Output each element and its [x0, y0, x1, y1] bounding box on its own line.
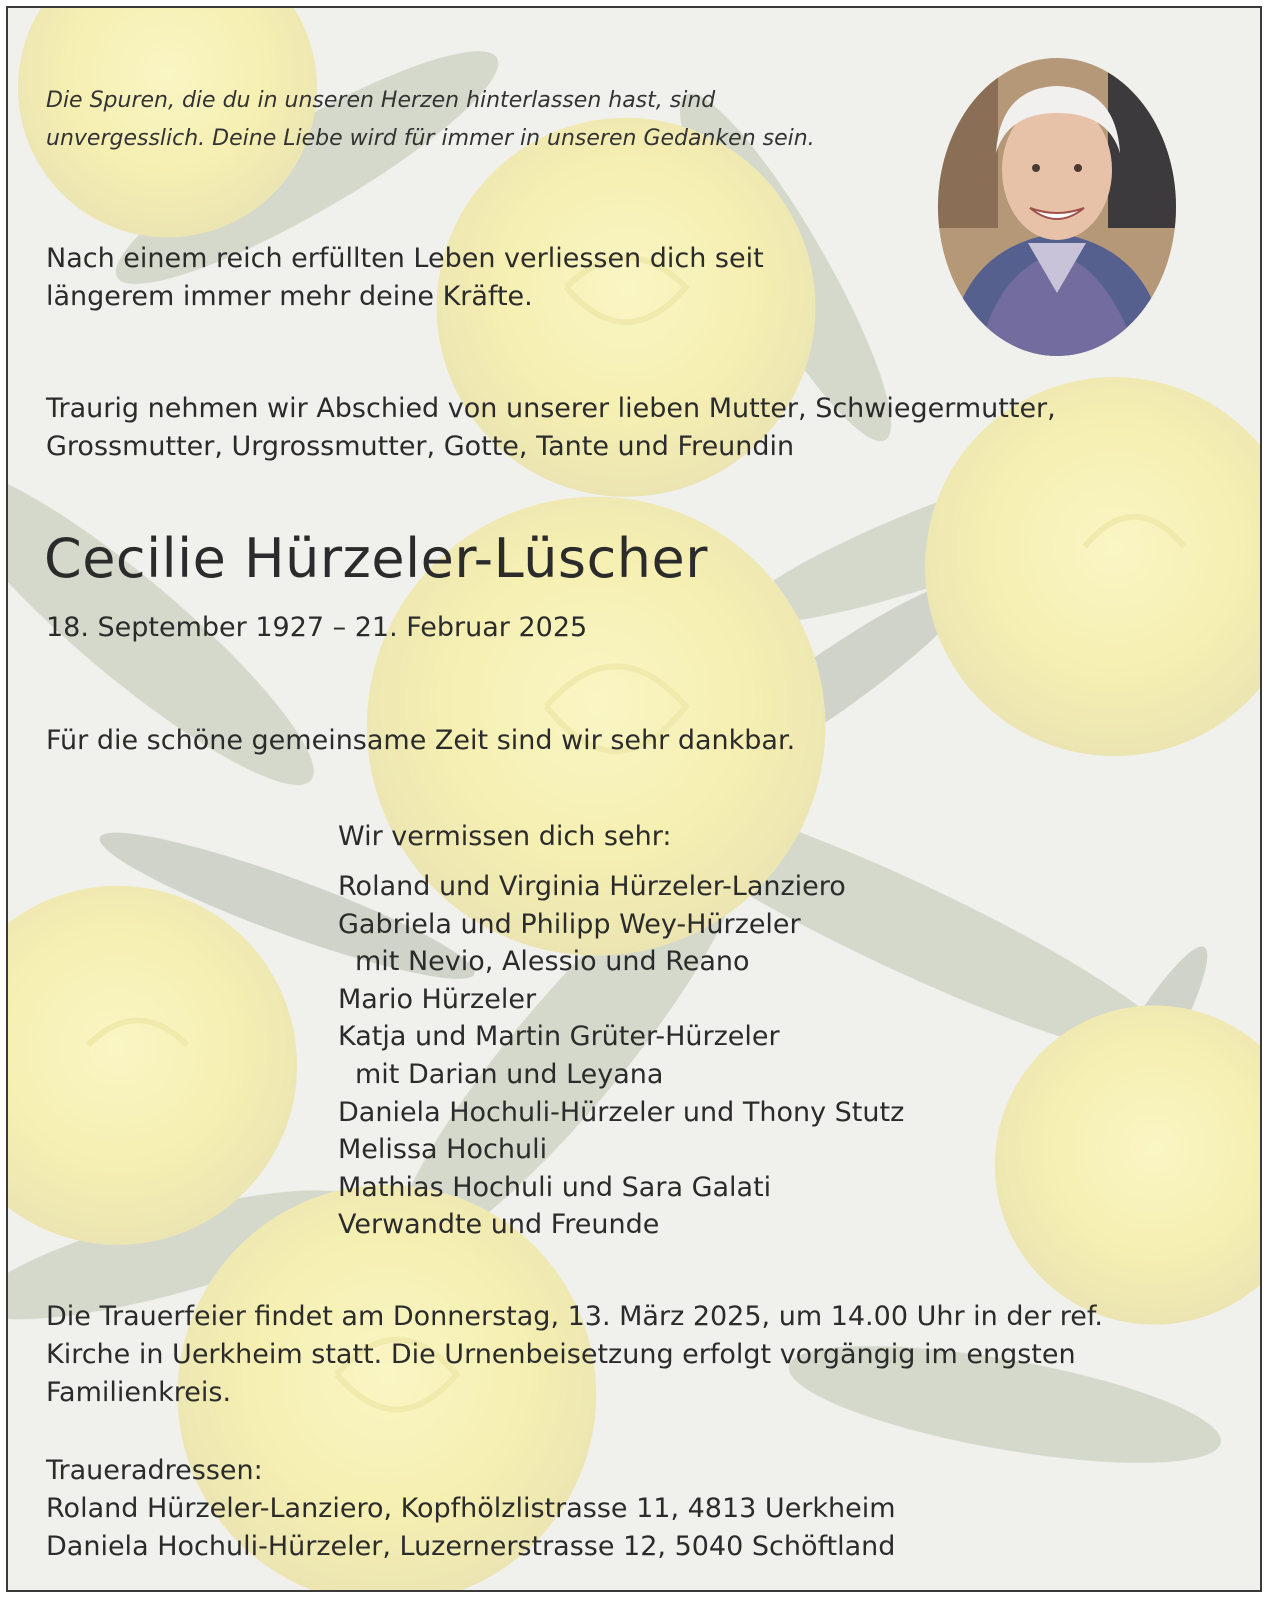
thanks-line: Für die schöne gemeinsame Zeit sind wir sehr dankbar.	[46, 725, 796, 756]
service-line: Kirche in Uerkheim statt. Die Urnenbeisetzung erfolgt vorgängig im engsten	[46, 1339, 1076, 1370]
family-member: mit Darian und Leyana	[355, 1058, 664, 1090]
family-member: Verwandte und Freunde	[338, 1209, 660, 1241]
intro-line: längerem immer mehr deine Kräfte.	[46, 281, 533, 312]
family-member: Gabriela und Philipp Wey-Hürzeler	[338, 908, 801, 940]
family-member: Melissa Hochuli	[338, 1134, 548, 1166]
family-member: Daniela Hochuli-Hürzeler und Thony Stutz	[338, 1096, 905, 1128]
intro-paragraph	[46, 240, 906, 316]
addresses-heading: Traueradressen:	[46, 1455, 263, 1486]
motto-line: unvergesslich. Deine Liebe wird für immer in unseren Gedanken sein.	[46, 126, 815, 151]
intro-line: Nach einem reich erfüllten Leben verliessen dich seit	[46, 243, 764, 274]
address-line: Roland Hürzeler-Lanziero, Kopfhölzlistrasse 11, 4813 Uerkheim	[46, 1493, 896, 1524]
deceased-name: Cecilie Hürzeler-Lüscher	[44, 527, 708, 590]
family-member: Katja und Martin Grüter-Hürzeler	[338, 1021, 780, 1053]
farewell-line: Grossmutter, Urgrossmutter, Gotte, Tante und Freundin	[46, 431, 795, 462]
service-announcement	[46, 1298, 1226, 1412]
family-member: Roland und Virginia Hürzeler-Lanziero	[338, 871, 846, 902]
motto-line: Die Spuren, die du in unseren Herzen hinterlassen hast, sind	[46, 88, 716, 113]
portrait-photo	[938, 58, 1176, 356]
service-line: Familienkreis.	[46, 1377, 232, 1408]
farewell-paragraph	[46, 390, 1196, 466]
family-member: mit Nevio, Alessio und Reano	[355, 946, 750, 978]
farewell-line: Traurig nehmen wir Abschied von unserer lieben Mutter, Schwiegermutter,	[46, 393, 1056, 424]
motto-quote	[46, 82, 906, 158]
family-heading: Wir vermissen dich sehr:	[338, 821, 672, 852]
family-list	[338, 818, 904, 1244]
family-member: Mario Hürzeler	[338, 983, 537, 1015]
obituary-content	[8, 8, 1260, 1590]
life-dates: 18. September 1927 – 21. Februar 2025	[46, 612, 588, 643]
service-line: Die Trauerfeier findet am Donnerstag, 13. März 2025, um 14.00 Uhr in der ref.	[46, 1301, 1104, 1332]
condolence-addresses	[46, 1452, 896, 1566]
family-member: Mathias Hochuli und Sara Galati	[338, 1171, 772, 1203]
address-line: Daniela Hochuli-Hürzeler, Luzernerstrasse 12, 5040 Schöftland	[46, 1531, 896, 1562]
obituary-card	[6, 6, 1262, 1592]
